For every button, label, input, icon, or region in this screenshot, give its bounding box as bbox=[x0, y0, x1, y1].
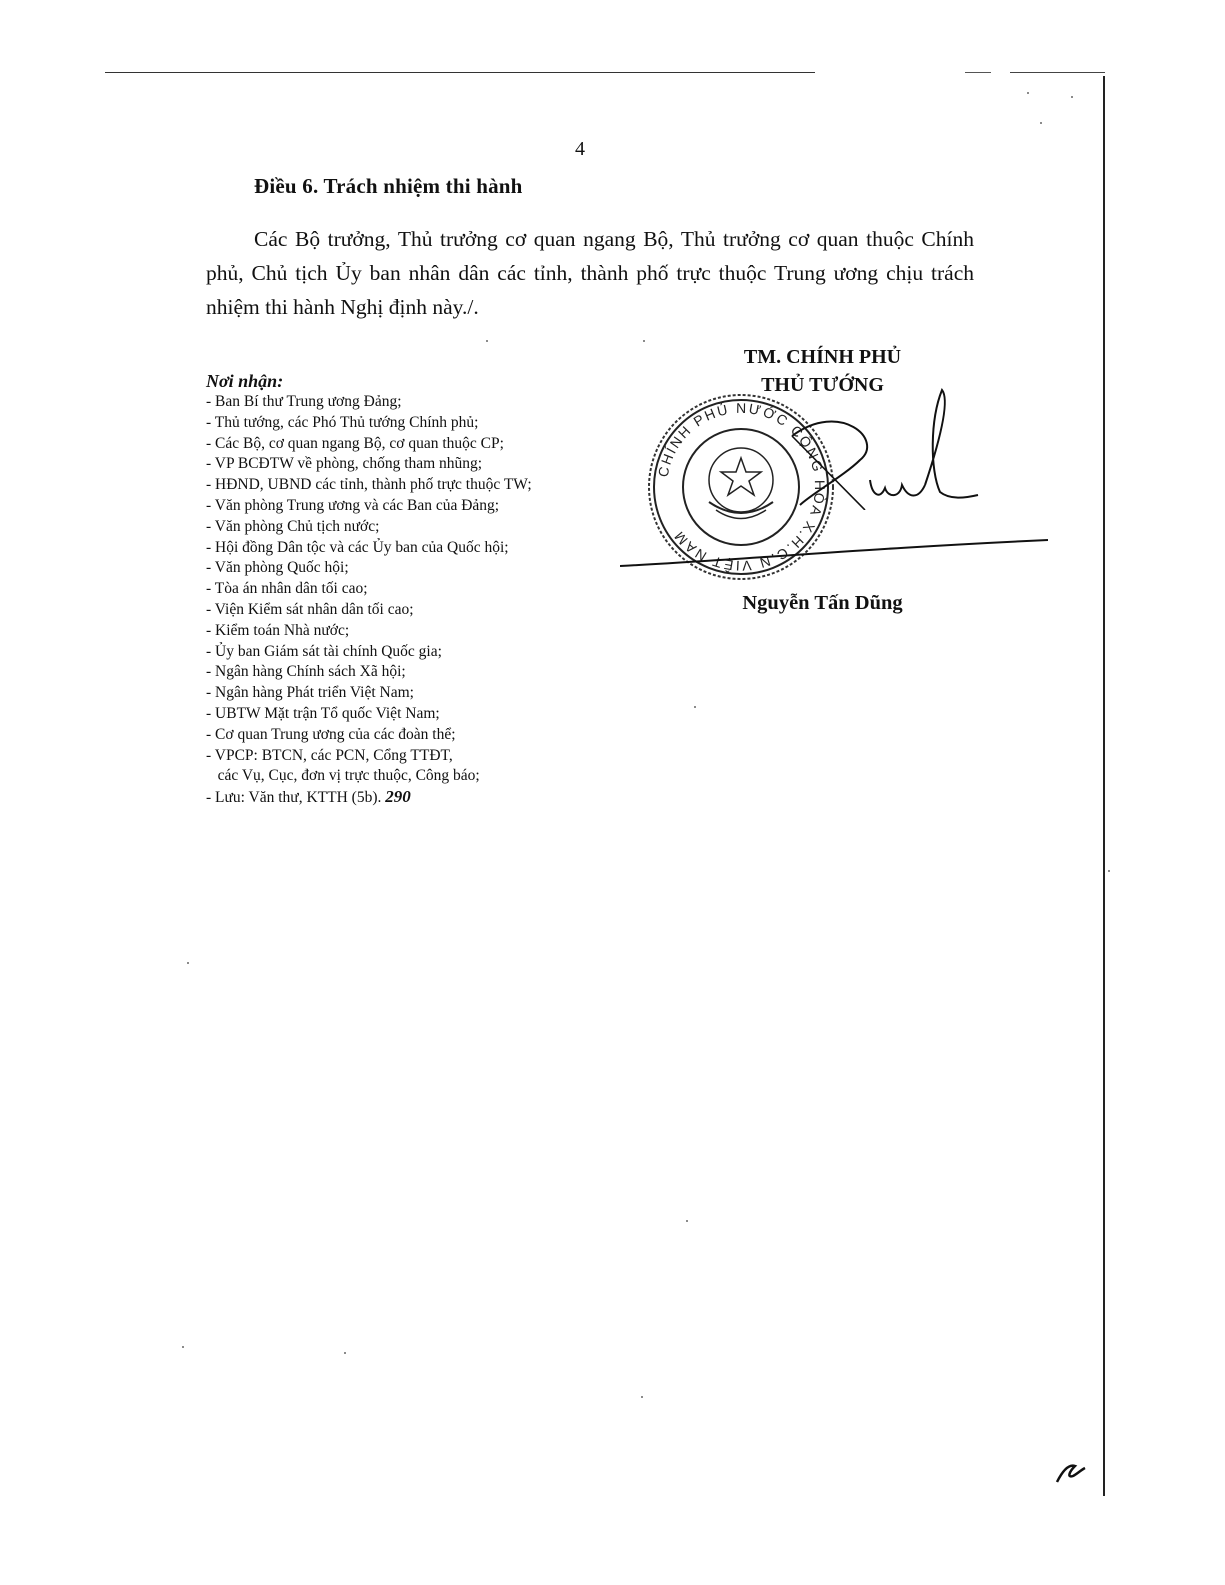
recipient-item: - Văn phòng Chủ tịch nước; bbox=[206, 517, 380, 535]
recipient-item: - VPCP: BTCN, các PCN, Cổng TTĐT, bbox=[206, 746, 453, 764]
recipient-item: - Các Bộ, cơ quan ngang Bộ, cơ quan thuộc CP; bbox=[206, 434, 504, 452]
recipient-item: - Kiểm toán Nhà nước; bbox=[206, 621, 350, 639]
national-emblem-icon bbox=[709, 448, 773, 519]
signature-organization: TM. CHÍNH PHỦ bbox=[743, 346, 902, 368]
recipient-item: - VP BCĐTW về phòng, chống tham nhũng; bbox=[206, 455, 483, 473]
recipient-item: các Vụ, Cục, đơn vị trực thuộc, Công báo; bbox=[206, 767, 480, 785]
archive-handwritten-mark: 290 bbox=[385, 787, 411, 807]
recipients-heading: Nơi nhận: bbox=[206, 371, 284, 391]
recipient-item: - HĐND, UBND các tỉnh, thành phố trực thuộc TW; bbox=[206, 476, 532, 494]
signature-stroke-line bbox=[620, 538, 1048, 568]
recipient-item-archive: - Lưu: Văn thư, KTTH (5b). bbox=[206, 789, 382, 807]
scan-speck bbox=[1040, 122, 1042, 124]
recipient-item: - Thủ tướng, các Phó Thủ tướng Chính phủ; bbox=[206, 413, 479, 431]
recipients-block bbox=[206, 370, 626, 809]
recipient-item: - Văn phòng Quốc hội; bbox=[206, 559, 349, 577]
scan-speck bbox=[486, 340, 488, 342]
article-body: Các Bộ trưởng, Thủ trưởng cơ quan ngang Bộ, Thủ trưởng cơ quan thuộc Chính phủ, Chủ tịch Ủy ban nhân dân các tỉnh, thành phố trực thuộc Trung ương chịu trách nhiệm thi hành Nghị định này./. bbox=[206, 227, 974, 319]
recipient-item: - Ngân hàng Chính sách Xã hội; bbox=[206, 663, 406, 681]
scan-speck bbox=[694, 706, 696, 708]
scan-speck bbox=[187, 962, 189, 964]
svg-text:CHÍNH PHỦ NƯỚC CỘNG HÒA X.H.C.: CHÍNH PHỦ NƯỚC CỘNG HÒA X.H.C.N VIỆT NAM bbox=[654, 399, 829, 575]
recipient-item: - UBTW Mặt trận Tổ quốc Việt Nam; bbox=[206, 704, 440, 722]
recipient-item: - Hội đồng Dân tộc và các Ủy ban của Quốc hội; bbox=[206, 538, 509, 556]
top-scan-border-fragment bbox=[1010, 72, 1105, 73]
scan-speck bbox=[1027, 92, 1029, 94]
scan-speck bbox=[641, 1396, 643, 1398]
article-heading: Điều 6. Trách nhiệm thi hành bbox=[254, 174, 523, 198]
recipient-item: - Ủy ban Giám sát tài chính Quốc gia; bbox=[206, 642, 442, 660]
scan-speck bbox=[344, 1352, 346, 1354]
signature-position: THỦ TƯỚNG bbox=[761, 374, 884, 396]
signer-name: Nguyễn Tấn Dũng bbox=[742, 592, 903, 614]
recipient-item: - Ban Bí thư Trung ương Đảng; bbox=[206, 393, 402, 410]
recipient-item: - Văn phòng Trung ương và các Ban của Đảng; bbox=[206, 496, 500, 514]
page-initial-mark bbox=[1055, 1460, 1087, 1484]
recipient-item: - Viện Kiểm sát nhân dân tối cao; bbox=[206, 600, 414, 618]
recipient-item: - Cơ quan Trung ương của các đoàn thể; bbox=[206, 725, 456, 743]
recipients-list bbox=[206, 392, 626, 809]
page-number: 4 bbox=[575, 138, 585, 160]
scan-speck bbox=[1108, 870, 1110, 872]
recipient-item bbox=[206, 787, 626, 809]
top-scan-border bbox=[105, 72, 815, 73]
scan-speck bbox=[182, 1346, 184, 1348]
recipient-item: - Tòa án nhân dân tối cao; bbox=[206, 580, 368, 598]
right-scan-border bbox=[1103, 76, 1105, 1496]
handwritten-signature bbox=[790, 380, 980, 510]
scan-speck bbox=[643, 340, 645, 342]
scan-speck bbox=[686, 1220, 688, 1222]
recipient-item: - Ngân hàng Phát triển Việt Nam; bbox=[206, 684, 414, 702]
top-scan-border-fragment bbox=[965, 72, 991, 73]
scan-speck bbox=[1071, 96, 1073, 98]
